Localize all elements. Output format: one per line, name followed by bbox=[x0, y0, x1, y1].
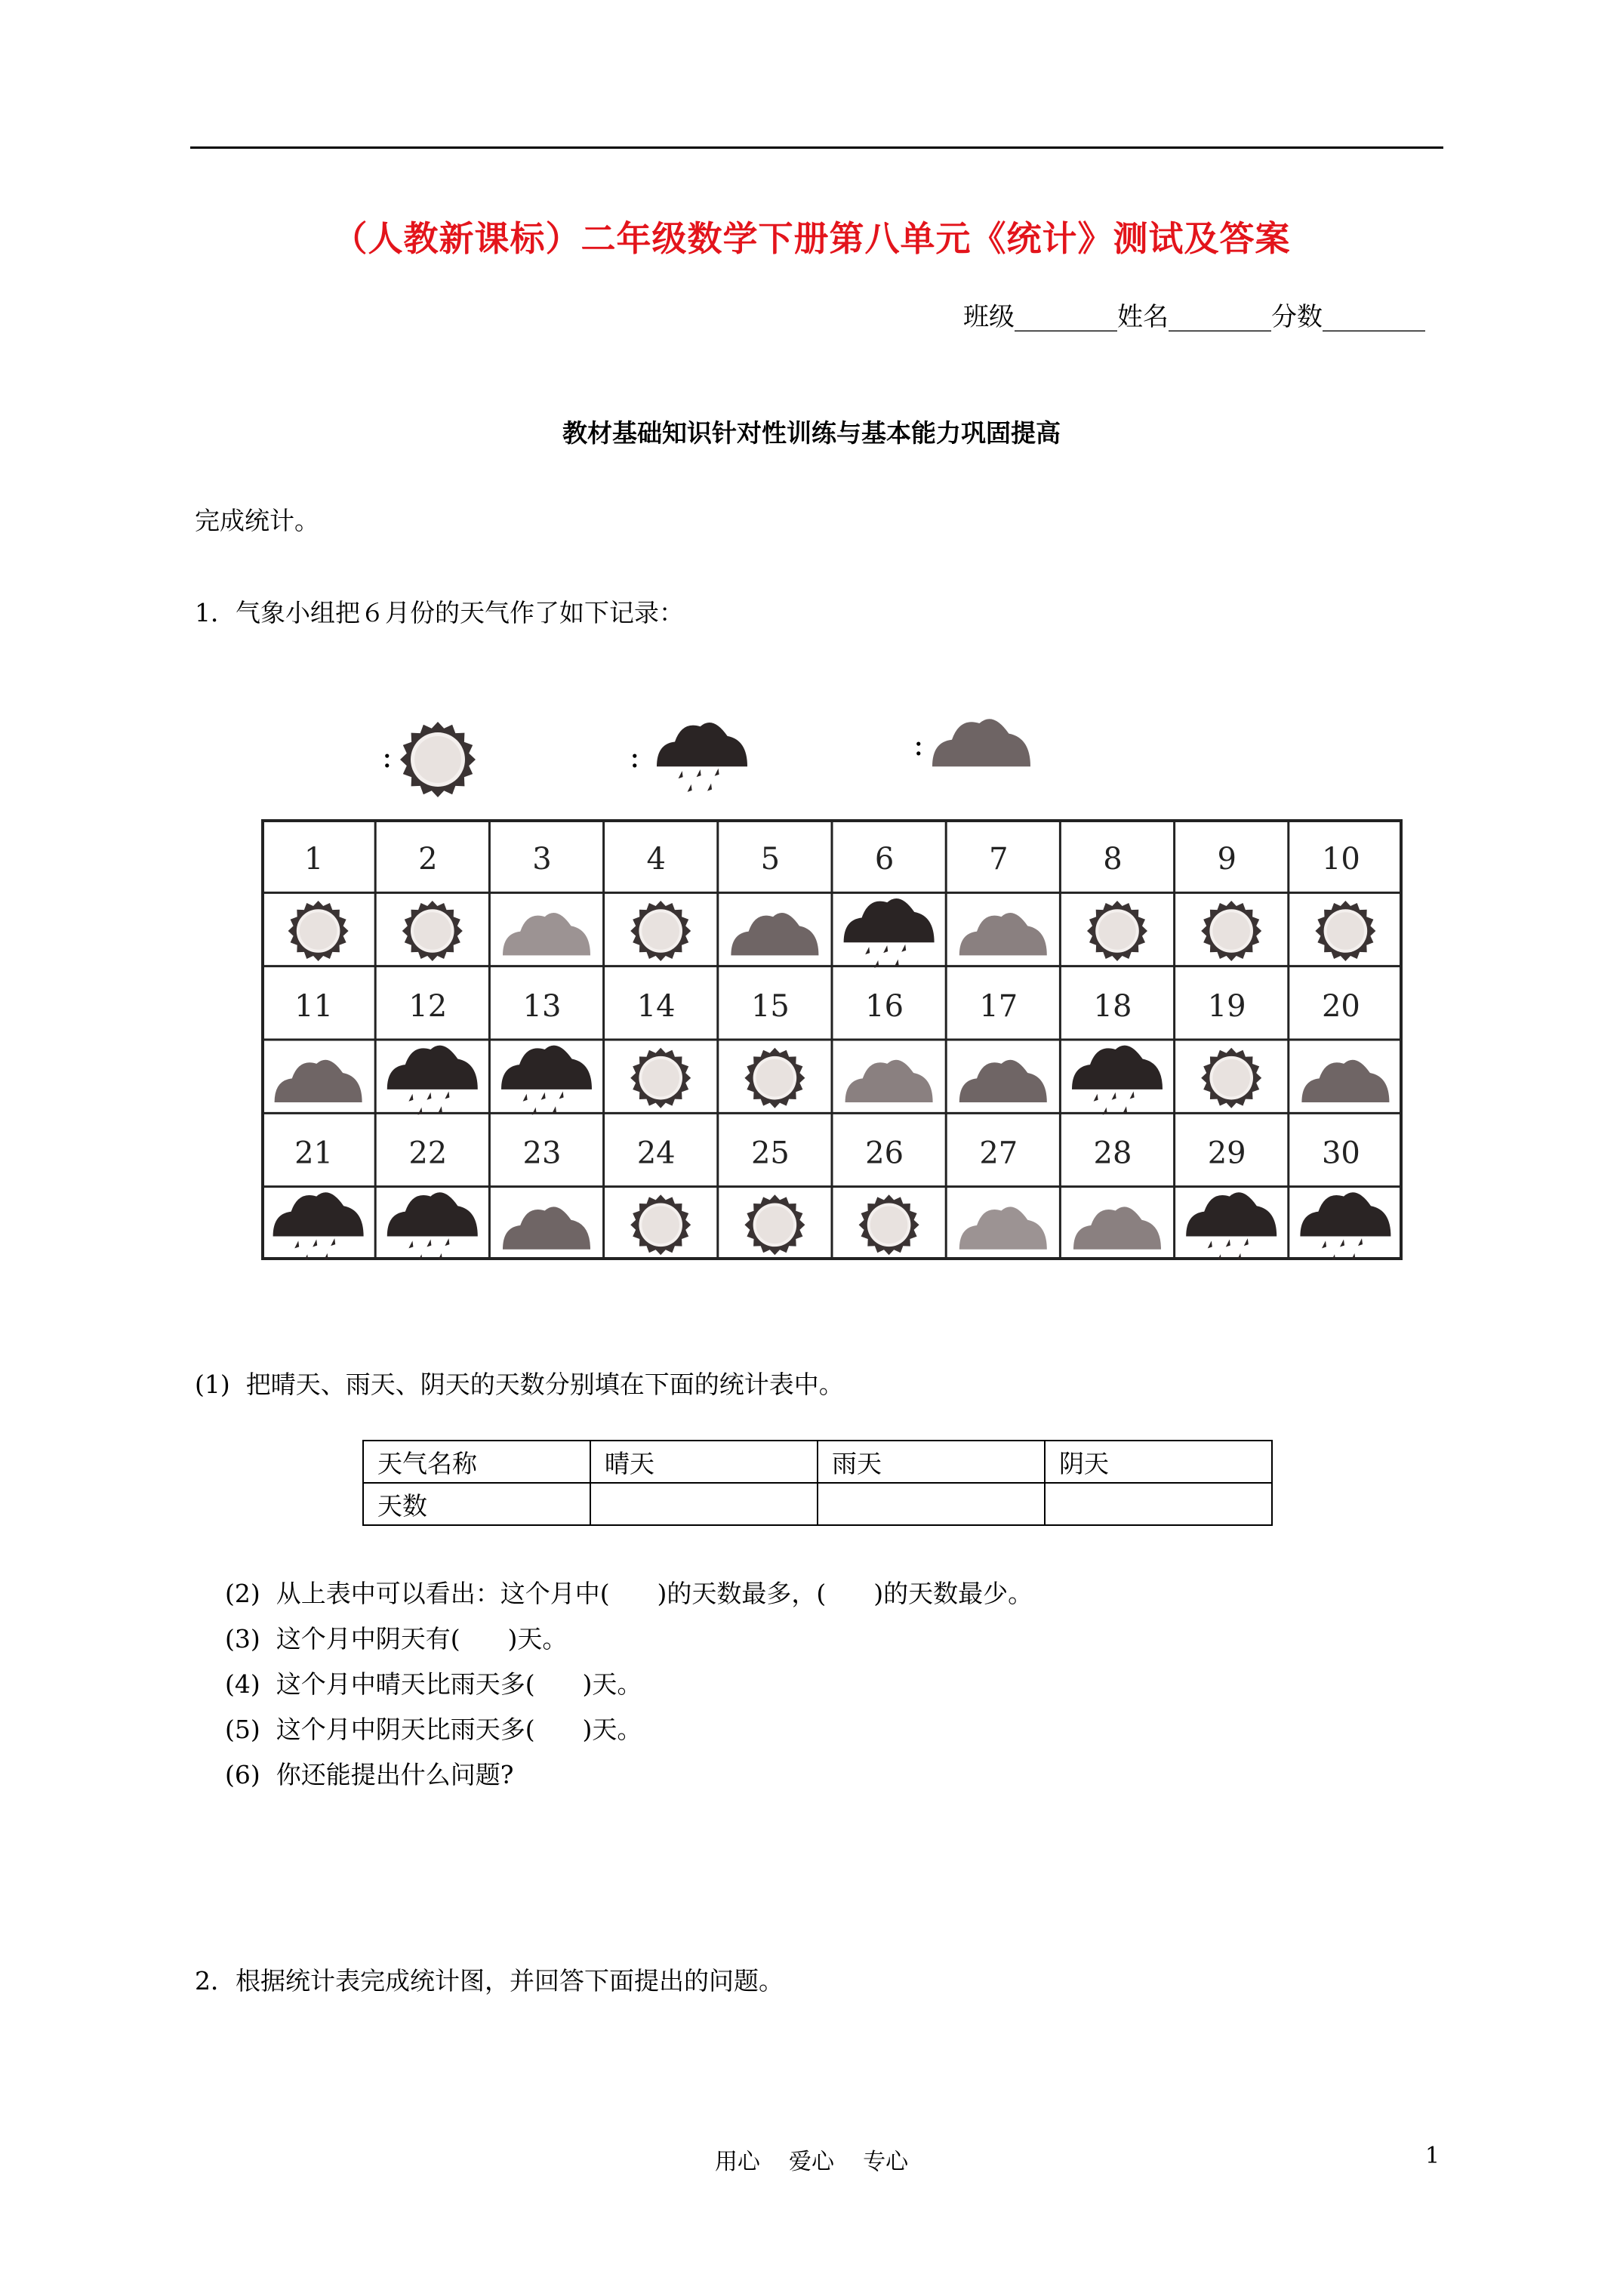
sun-icon bbox=[400, 722, 476, 797]
overcast-cloud-icon bbox=[845, 1060, 933, 1102]
table-row-header bbox=[363, 1441, 1272, 1483]
calendar-day-number: 22 bbox=[408, 1136, 448, 1171]
table-cell: 晴天 bbox=[590, 1441, 818, 1483]
calendar-day-number: 5 bbox=[760, 842, 781, 877]
calendar-day-number: 7 bbox=[989, 842, 1009, 877]
sun-icon bbox=[630, 1048, 691, 1108]
calendar-day-number: 27 bbox=[979, 1136, 1018, 1171]
calendar-day-number: 14 bbox=[636, 988, 676, 1024]
overcast-cloud-icon bbox=[1073, 1207, 1161, 1249]
calendar-day-number: 15 bbox=[750, 988, 790, 1024]
legend-colon-rain: : bbox=[630, 740, 640, 775]
sun-icon bbox=[1201, 1048, 1261, 1108]
rain-cloud-icon bbox=[657, 723, 747, 792]
student-info-line: 班级________姓名________分数________ bbox=[963, 302, 1425, 332]
calendar-day-number: 3 bbox=[532, 842, 552, 877]
legend-colon-sun: : bbox=[382, 740, 393, 775]
calendar-day-number: 10 bbox=[1321, 842, 1360, 877]
page-number: 1 bbox=[1425, 2143, 1440, 2169]
section-title: 教材基础知识针对性训练与基本能力巩固提高 bbox=[562, 418, 1061, 448]
rain-cloud-icon bbox=[1186, 1192, 1277, 1260]
rain-cloud-icon bbox=[273, 1192, 364, 1260]
sun-icon bbox=[402, 901, 463, 961]
weather-legend bbox=[377, 710, 1434, 808]
overcast-cloud-icon bbox=[731, 913, 818, 955]
calendar-day-number: 28 bbox=[1093, 1136, 1132, 1171]
overcast-cloud-icon bbox=[503, 913, 590, 955]
calendar-day-number: 9 bbox=[1217, 842, 1236, 877]
overcast-cloud-icon bbox=[959, 1207, 1047, 1249]
table-cell: 雨天 bbox=[818, 1441, 1045, 1483]
calendar-day-number: 4 bbox=[646, 842, 666, 877]
overcast-cloud-icon bbox=[959, 913, 1047, 955]
calendar-day-number: 20 bbox=[1321, 988, 1360, 1024]
rain-cloud-icon bbox=[387, 1192, 478, 1260]
instruction-text: 完成统计。 bbox=[195, 506, 319, 535]
calendar-day-number: 6 bbox=[874, 842, 895, 877]
sun-icon bbox=[859, 1194, 919, 1255]
question-1-part-6: (6) 你还能提出什么问题? bbox=[225, 1760, 514, 1789]
calendar-day-number: 16 bbox=[865, 988, 904, 1024]
calendar-day-number: 18 bbox=[1093, 988, 1132, 1024]
answer-cell-cloudy[interactable] bbox=[1045, 1483, 1272, 1525]
calendar-day-number: 1 bbox=[303, 842, 324, 877]
calendar-day-number: 8 bbox=[1103, 842, 1123, 877]
sun-icon bbox=[744, 1048, 805, 1108]
calendar-day-number: 21 bbox=[294, 1136, 334, 1171]
overcast-cloud-icon bbox=[959, 1060, 1047, 1102]
legend-colon-cloud: : bbox=[913, 728, 924, 763]
rain-cloud-icon bbox=[1072, 1046, 1163, 1115]
question-1-part-3: (3) 这个月中阴天有( )天。 bbox=[225, 1624, 568, 1653]
question-1-part-4: (4) 这个月中晴天比雨天多( )天。 bbox=[225, 1669, 642, 1699]
table-cell: 天数 bbox=[363, 1483, 590, 1525]
question-1-part-5: (5) 这个月中阴天比雨天多( )天。 bbox=[225, 1715, 642, 1744]
calendar-day-number: 29 bbox=[1207, 1136, 1246, 1171]
sun-icon bbox=[288, 901, 349, 961]
question-2-text: 2．根据统计表完成统计图，并回答下面提出的问题。 bbox=[195, 1966, 784, 1996]
calendar-day-number: 26 bbox=[865, 1136, 904, 1171]
answer-cell-sunny[interactable] bbox=[590, 1483, 818, 1525]
calendar-day-number: 17 bbox=[979, 988, 1018, 1024]
question-1-part-1: (1) 把晴天、雨天、阴天的天数分别填在下面的统计表中。 bbox=[195, 1370, 844, 1399]
question-1-part-2: (2) 从上表中可以看出：这个月中( )的天数最多，( )的天数最少。 bbox=[225, 1579, 1033, 1608]
calendar-day-number: 13 bbox=[522, 988, 562, 1024]
calendar-day-number: 2 bbox=[418, 842, 438, 877]
weather-legend-svg bbox=[377, 710, 1434, 808]
header-rule bbox=[190, 146, 1443, 149]
sun-icon bbox=[1201, 901, 1261, 961]
overcast-cloud-icon bbox=[932, 719, 1030, 766]
page-title: （人教新课标）二年级数学下册第八单元《统计》测试及答案 bbox=[332, 218, 1291, 259]
overcast-cloud-icon bbox=[275, 1060, 362, 1102]
table-cell: 天气名称 bbox=[363, 1441, 590, 1483]
calendar-day-number: 12 bbox=[408, 988, 448, 1024]
sun-icon bbox=[630, 1194, 691, 1255]
calendar-day-number: 23 bbox=[522, 1136, 562, 1171]
calendar-day-number: 19 bbox=[1207, 988, 1246, 1024]
weather-calendar-svg bbox=[261, 819, 1403, 1260]
sun-icon bbox=[630, 901, 691, 961]
calendar-day-number: 25 bbox=[750, 1136, 790, 1171]
rain-cloud-icon bbox=[844, 898, 935, 968]
calendar-day-number: 11 bbox=[294, 988, 334, 1024]
calendar-day-number: 24 bbox=[636, 1136, 676, 1171]
question-1-text: 1．气象小组把６月份的天气作了如下记录： bbox=[195, 598, 684, 627]
rain-cloud-icon bbox=[501, 1046, 592, 1115]
calendar-day-number: 30 bbox=[1321, 1136, 1360, 1171]
table-row-days bbox=[363, 1483, 1272, 1525]
answer-cell-rainy[interactable] bbox=[818, 1483, 1045, 1525]
weather-calendar bbox=[261, 819, 1403, 1260]
footer-motto: 用心 爱心 专心 bbox=[714, 2149, 909, 2175]
sun-icon bbox=[744, 1194, 805, 1255]
sun-icon bbox=[1087, 901, 1147, 961]
sun-icon bbox=[1315, 901, 1375, 961]
overcast-cloud-icon bbox=[503, 1207, 590, 1249]
overcast-cloud-icon bbox=[1301, 1060, 1389, 1102]
rain-cloud-icon bbox=[387, 1046, 478, 1115]
weather-statistics-table bbox=[362, 1440, 1273, 1526]
rain-cloud-icon bbox=[1300, 1192, 1390, 1260]
table-cell: 阴天 bbox=[1045, 1441, 1272, 1483]
